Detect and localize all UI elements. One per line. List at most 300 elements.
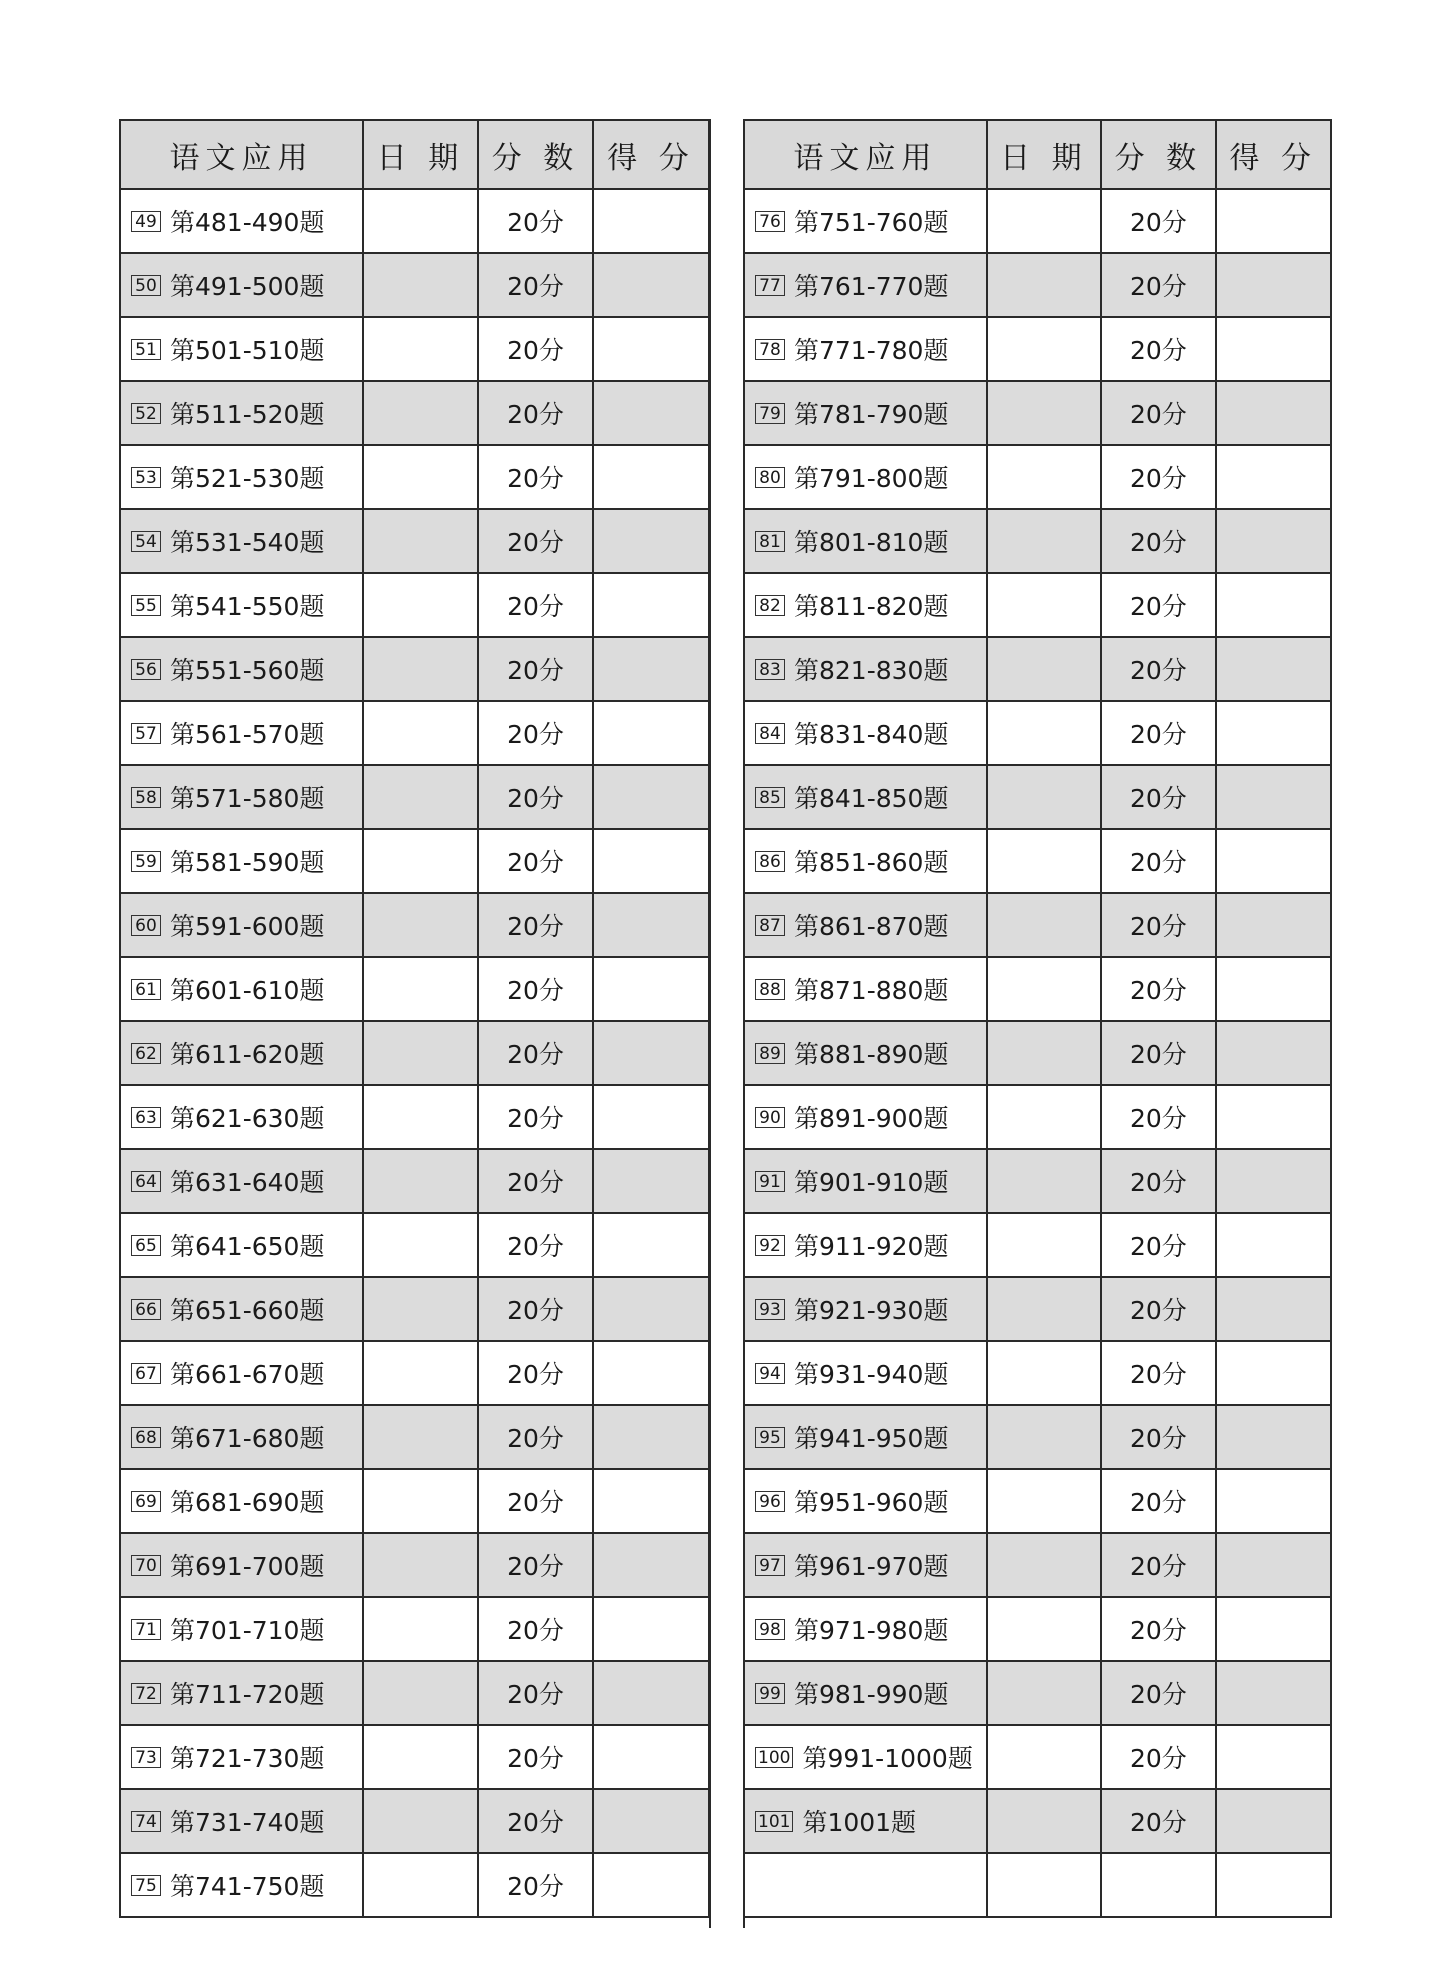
table-row <box>120 381 709 445</box>
item-number-box: 80 <box>755 467 785 488</box>
item-cell <box>120 1597 363 1661</box>
item-number-box: 78 <box>755 339 785 360</box>
points-cell: 20分 <box>1101 1533 1215 1597</box>
item-number-box: 60 <box>131 915 161 936</box>
item-number-box: 63 <box>131 1107 161 1128</box>
score-cell[interactable] <box>1216 957 1331 1021</box>
item-cell <box>120 701 363 765</box>
item-cell <box>120 957 363 1021</box>
date-cell[interactable] <box>987 189 1101 253</box>
table-row <box>744 957 1331 1021</box>
points-cell: 20分 <box>1101 1341 1215 1405</box>
header-date: 日 期 <box>363 120 478 189</box>
item-cell <box>120 1277 363 1341</box>
date-cell[interactable] <box>987 1405 1101 1469</box>
item-label: 第561-570题 <box>170 720 325 749</box>
item-label: 第871-880题 <box>794 976 949 1005</box>
score-cell[interactable] <box>593 1149 709 1213</box>
date-cell[interactable] <box>363 1469 478 1533</box>
item-cell <box>744 1149 987 1213</box>
points-cell: 20分 <box>478 1277 593 1341</box>
table-row <box>120 765 709 829</box>
points-cell: 20分 <box>1101 1661 1215 1725</box>
points-cell: 20分 <box>478 957 593 1021</box>
item-label: 第681-690题 <box>170 1488 325 1517</box>
score-cell[interactable] <box>1216 701 1331 765</box>
table-row <box>744 509 1331 573</box>
item-number-box: 95 <box>755 1427 785 1448</box>
table-row <box>744 1725 1331 1789</box>
points-cell: 20分 <box>1101 1725 1215 1789</box>
date-cell[interactable] <box>987 317 1101 381</box>
table-row <box>120 893 709 957</box>
score-cell[interactable] <box>593 829 709 893</box>
date-cell[interactable] <box>987 1213 1101 1277</box>
table-row <box>744 317 1331 381</box>
table-row <box>120 829 709 893</box>
points-cell: 20分 <box>1101 765 1215 829</box>
date-cell[interactable] <box>363 1405 478 1469</box>
points-cell: 20分 <box>478 637 593 701</box>
points-cell: 20分 <box>478 1853 593 1917</box>
item-number-box: 99 <box>755 1683 785 1704</box>
item-cell <box>744 573 987 637</box>
score-cell[interactable] <box>593 1789 709 1853</box>
table-row <box>744 381 1331 445</box>
item-number-box: 49 <box>131 211 161 232</box>
item-number-box: 55 <box>131 595 161 616</box>
item-cell <box>120 1789 363 1853</box>
header-row <box>744 120 1331 189</box>
item-cell <box>120 1085 363 1149</box>
date-cell[interactable] <box>987 573 1101 637</box>
score-table-left <box>119 119 710 1918</box>
item-label: 第711-720题 <box>170 1680 325 1709</box>
item-label: 第491-500题 <box>170 272 325 301</box>
item-number-box: 89 <box>755 1043 785 1064</box>
points-cell: 20分 <box>1101 1149 1215 1213</box>
points-cell: 20分 <box>478 1725 593 1789</box>
score-cell[interactable] <box>1216 1085 1331 1149</box>
item-label: 第901-910题 <box>794 1168 949 1197</box>
date-cell[interactable] <box>363 1725 478 1789</box>
score-cell[interactable] <box>1216 317 1331 381</box>
score-cell[interactable] <box>1216 637 1331 701</box>
item-number-box: 86 <box>755 851 785 872</box>
item-number-box: 64 <box>131 1171 161 1192</box>
score-cell[interactable] <box>593 1085 709 1149</box>
score-cell[interactable] <box>593 445 709 509</box>
item-number-box: 74 <box>131 1811 161 1832</box>
item-number-box: 52 <box>131 403 161 424</box>
item-cell <box>120 829 363 893</box>
score-cell[interactable] <box>1216 1533 1331 1597</box>
score-cell[interactable] <box>593 1021 709 1085</box>
score-cell[interactable] <box>1216 1277 1331 1341</box>
score-cell[interactable] <box>593 1405 709 1469</box>
item-cell <box>744 381 987 445</box>
table-row <box>120 1341 709 1405</box>
item-label: 第481-490题 <box>170 208 325 237</box>
score-cell[interactable] <box>1216 765 1331 829</box>
date-cell[interactable] <box>363 381 478 445</box>
points-cell: 20分 <box>1101 1405 1215 1469</box>
score-cell[interactable] <box>593 253 709 317</box>
date-cell[interactable] <box>363 1213 478 1277</box>
item-label: 第661-670题 <box>170 1360 325 1389</box>
date-cell[interactable] <box>363 1021 478 1085</box>
table-row <box>120 1789 709 1853</box>
date-cell[interactable] <box>363 1661 478 1725</box>
date-cell[interactable] <box>363 445 478 509</box>
points-cell: 20分 <box>1101 573 1215 637</box>
item-label: 第891-900题 <box>794 1104 949 1133</box>
points-cell: 20分 <box>1101 1597 1215 1661</box>
points-cell: 20分 <box>1101 509 1215 573</box>
points-cell: 20分 <box>1101 637 1215 701</box>
table-row <box>744 637 1331 701</box>
points-cell: 20分 <box>1101 381 1215 445</box>
score-cell[interactable] <box>593 1597 709 1661</box>
item-label: 第621-630题 <box>170 1104 325 1133</box>
table-row <box>120 1085 709 1149</box>
date-cell[interactable] <box>987 1469 1101 1533</box>
item-number-box: 70 <box>131 1555 161 1576</box>
score-cell[interactable] <box>1216 1341 1331 1405</box>
score-cell[interactable] <box>1216 573 1331 637</box>
item-cell <box>120 1021 363 1085</box>
item-number-box: 76 <box>755 211 785 232</box>
date-cell[interactable] <box>363 957 478 1021</box>
points-cell: 20分 <box>1101 893 1215 957</box>
score-cell[interactable] <box>1216 1149 1331 1213</box>
item-label: 第881-890题 <box>794 1040 949 1069</box>
score-cell[interactable] <box>1216 829 1331 893</box>
item-label: 第991-1000题 <box>802 1744 973 1773</box>
item-cell <box>120 381 363 445</box>
item-number-box: 73 <box>131 1747 161 1768</box>
item-number-box: 97 <box>755 1555 785 1576</box>
item-cell <box>120 1213 363 1277</box>
item-label: 第861-870题 <box>794 912 949 941</box>
item-number-box: 51 <box>131 339 161 360</box>
score-cell[interactable] <box>1216 1021 1331 1085</box>
item-cell <box>744 189 987 253</box>
date-cell[interactable] <box>987 1021 1101 1085</box>
score-cell[interactable] <box>593 189 709 253</box>
item-number-box: 53 <box>131 467 161 488</box>
date-cell[interactable] <box>987 829 1101 893</box>
table-row <box>120 1853 709 1917</box>
date-cell[interactable] <box>363 1533 478 1597</box>
date-cell[interactable] <box>987 957 1101 1021</box>
item-number-box: 65 <box>131 1235 161 1256</box>
score-cell[interactable] <box>593 1341 709 1405</box>
date-cell[interactable] <box>987 1277 1101 1341</box>
item-label: 第771-780题 <box>794 336 949 365</box>
date-cell[interactable] <box>363 189 478 253</box>
item-number-box: 82 <box>755 595 785 616</box>
item-label: 第751-760题 <box>794 208 949 237</box>
table-row <box>744 253 1331 317</box>
item-number-box: 50 <box>131 275 161 296</box>
score-cell[interactable] <box>593 317 709 381</box>
score-cell[interactable] <box>1216 381 1331 445</box>
item-number-box: 87 <box>755 915 785 936</box>
table-row <box>120 957 709 1021</box>
date-cell[interactable] <box>987 1597 1101 1661</box>
score-cell[interactable] <box>1216 1853 1331 1917</box>
item-cell <box>744 893 987 957</box>
item-label: 第761-770题 <box>794 272 949 301</box>
points-cell: 20分 <box>1101 957 1215 1021</box>
date-cell[interactable] <box>987 509 1101 573</box>
table-row <box>744 1277 1331 1341</box>
table-row <box>120 701 709 765</box>
item-cell <box>744 765 987 829</box>
table-row <box>744 1149 1331 1213</box>
score-cell[interactable] <box>593 381 709 445</box>
date-cell[interactable] <box>363 1085 478 1149</box>
points-cell: 20分 <box>478 893 593 957</box>
table-row <box>744 765 1331 829</box>
score-cell[interactable] <box>593 637 709 701</box>
item-cell <box>120 1405 363 1469</box>
date-cell[interactable] <box>987 637 1101 701</box>
item-label: 第551-560题 <box>170 656 325 685</box>
item-label: 第721-730题 <box>170 1744 325 1773</box>
item-label: 第591-600题 <box>170 912 325 941</box>
table-row <box>120 509 709 573</box>
item-label: 第601-610题 <box>170 976 325 1005</box>
score-cell[interactable] <box>1216 509 1331 573</box>
date-cell[interactable] <box>363 1277 478 1341</box>
item-cell <box>744 1469 987 1533</box>
item-number-box: 96 <box>755 1491 785 1512</box>
date-cell[interactable] <box>363 317 478 381</box>
header-item: 语文应用 <box>120 120 363 189</box>
score-table-right <box>743 119 1332 1918</box>
date-cell[interactable] <box>363 253 478 317</box>
date-cell[interactable] <box>363 765 478 829</box>
score-cell[interactable] <box>593 1661 709 1725</box>
table-row <box>120 1725 709 1789</box>
score-cell[interactable] <box>593 893 709 957</box>
date-cell[interactable] <box>363 893 478 957</box>
points-cell: 20分 <box>478 1149 593 1213</box>
item-number-box: 93 <box>755 1299 785 1320</box>
table-row <box>120 1021 709 1085</box>
points-cell: 20分 <box>478 253 593 317</box>
date-cell[interactable] <box>363 1853 478 1917</box>
header-score: 得 分 <box>593 120 709 189</box>
item-number-box: 101 <box>755 1811 793 1832</box>
points-cell: 20分 <box>478 1597 593 1661</box>
item-cell <box>744 317 987 381</box>
item-number-box: 59 <box>131 851 161 872</box>
date-cell[interactable] <box>987 1533 1101 1597</box>
item-cell <box>120 1725 363 1789</box>
points-cell: 20分 <box>478 765 593 829</box>
table-row <box>120 1405 709 1469</box>
date-cell[interactable] <box>363 1789 478 1853</box>
item-label: 第851-860题 <box>794 848 949 877</box>
table-row <box>120 445 709 509</box>
points-cell: 20分 <box>1101 1085 1215 1149</box>
date-cell[interactable] <box>363 1341 478 1405</box>
table-row <box>120 573 709 637</box>
points-cell: 20分 <box>478 829 593 893</box>
score-cell[interactable] <box>1216 1597 1331 1661</box>
item-number-box: 92 <box>755 1235 785 1256</box>
points-cell: 20分 <box>1101 1789 1215 1853</box>
date-cell[interactable] <box>363 509 478 573</box>
score-cell[interactable] <box>593 1213 709 1277</box>
date-cell[interactable] <box>987 1085 1101 1149</box>
header-item: 语文应用 <box>744 120 987 189</box>
table-row <box>744 1789 1331 1853</box>
item-number-box: 83 <box>755 659 785 680</box>
date-cell[interactable] <box>987 381 1101 445</box>
date-cell[interactable] <box>363 573 478 637</box>
points-cell: 20分 <box>478 1213 593 1277</box>
date-cell[interactable] <box>987 1149 1101 1213</box>
item-number-box: 77 <box>755 275 785 296</box>
score-cell[interactable] <box>593 1469 709 1533</box>
item-number-box: 88 <box>755 979 785 1000</box>
item-label: 第941-950题 <box>794 1424 949 1453</box>
item-label: 第951-960题 <box>794 1488 949 1517</box>
item-number-box: 98 <box>755 1619 785 1640</box>
item-number-box: 67 <box>131 1363 161 1384</box>
item-number-box: 61 <box>131 979 161 1000</box>
points-cell: 20分 <box>478 1085 593 1149</box>
table-row <box>744 1597 1331 1661</box>
item-label: 第791-800题 <box>794 464 949 493</box>
date-cell[interactable] <box>987 893 1101 957</box>
score-cell[interactable] <box>593 1277 709 1341</box>
item-label: 第981-990题 <box>794 1680 949 1709</box>
score-cell[interactable] <box>1216 893 1331 957</box>
date-cell[interactable] <box>987 1789 1101 1853</box>
score-cell[interactable] <box>593 701 709 765</box>
item-number-box: 71 <box>131 1619 161 1640</box>
item-label: 第581-590题 <box>170 848 325 877</box>
date-cell[interactable] <box>987 1661 1101 1725</box>
header-date: 日 期 <box>987 120 1101 189</box>
table-row <box>120 253 709 317</box>
score-cell[interactable] <box>1216 189 1331 253</box>
item-cell <box>744 637 987 701</box>
table-body-right <box>744 189 1331 1917</box>
item-number-box: 56 <box>131 659 161 680</box>
table-body-left <box>120 189 709 1917</box>
score-cell[interactable] <box>593 1533 709 1597</box>
points-cell: 20分 <box>478 1661 593 1725</box>
date-cell[interactable] <box>363 829 478 893</box>
table-row <box>744 573 1331 637</box>
score-cell[interactable] <box>1216 1725 1331 1789</box>
score-cell[interactable] <box>1216 253 1331 317</box>
date-cell[interactable] <box>987 765 1101 829</box>
item-cell <box>744 1341 987 1405</box>
date-cell[interactable] <box>987 701 1101 765</box>
item-number-box: 75 <box>131 1875 161 1896</box>
item-cell <box>120 253 363 317</box>
points-cell: 20分 <box>478 317 593 381</box>
item-cell <box>744 445 987 509</box>
score-cell[interactable] <box>593 957 709 1021</box>
date-cell[interactable] <box>987 1725 1101 1789</box>
item-number-box: 81 <box>755 531 785 552</box>
score-cell[interactable] <box>593 1725 709 1789</box>
date-cell[interactable] <box>363 637 478 701</box>
score-cell[interactable] <box>593 509 709 573</box>
points-cell: 20分 <box>478 1405 593 1469</box>
table-row <box>744 445 1331 509</box>
table-row <box>120 1533 709 1597</box>
date-cell[interactable] <box>363 1597 478 1661</box>
score-cell[interactable] <box>1216 1789 1331 1853</box>
date-cell[interactable] <box>987 1853 1101 1917</box>
score-cell[interactable] <box>1216 1405 1331 1469</box>
points-cell: 20分 <box>478 509 593 573</box>
score-cell[interactable] <box>593 573 709 637</box>
item-number-box: 68 <box>131 1427 161 1448</box>
table-row <box>120 1597 709 1661</box>
item-cell <box>744 1533 987 1597</box>
item-cell <box>744 1789 987 1853</box>
date-cell[interactable] <box>363 1149 478 1213</box>
item-label: 第691-700题 <box>170 1552 325 1581</box>
item-cell <box>744 1661 987 1725</box>
item-label: 第541-550题 <box>170 592 325 621</box>
table-row <box>744 829 1331 893</box>
table-row <box>120 1277 709 1341</box>
score-cell[interactable] <box>1216 445 1331 509</box>
date-cell[interactable] <box>987 1341 1101 1405</box>
table-row <box>120 1149 709 1213</box>
item-cell <box>744 1021 987 1085</box>
table-row <box>120 1469 709 1533</box>
item-cell <box>744 1853 987 1917</box>
item-cell <box>744 1213 987 1277</box>
item-number-box: 69 <box>131 1491 161 1512</box>
score-cell[interactable] <box>1216 1469 1331 1533</box>
points-cell: 20分 <box>1101 701 1215 765</box>
score-cell[interactable] <box>1216 1213 1331 1277</box>
table-row <box>744 1469 1331 1533</box>
item-cell <box>120 1661 363 1725</box>
item-cell <box>120 445 363 509</box>
score-cell[interactable] <box>593 765 709 829</box>
item-label: 第921-930题 <box>794 1296 949 1325</box>
item-label: 第501-510题 <box>170 336 325 365</box>
date-cell[interactable] <box>363 701 478 765</box>
score-cell[interactable] <box>1216 1661 1331 1725</box>
score-cell[interactable] <box>593 1853 709 1917</box>
table-row <box>120 637 709 701</box>
item-number-box: 79 <box>755 403 785 424</box>
table-row <box>120 317 709 381</box>
points-cell: 20分 <box>478 701 593 765</box>
points-cell: 20分 <box>478 1533 593 1597</box>
date-cell[interactable] <box>987 253 1101 317</box>
item-label: 第931-940题 <box>794 1360 949 1389</box>
date-cell[interactable] <box>987 445 1101 509</box>
item-label: 第1001题 <box>802 1808 917 1837</box>
score-sheet <box>119 119 1332 1928</box>
